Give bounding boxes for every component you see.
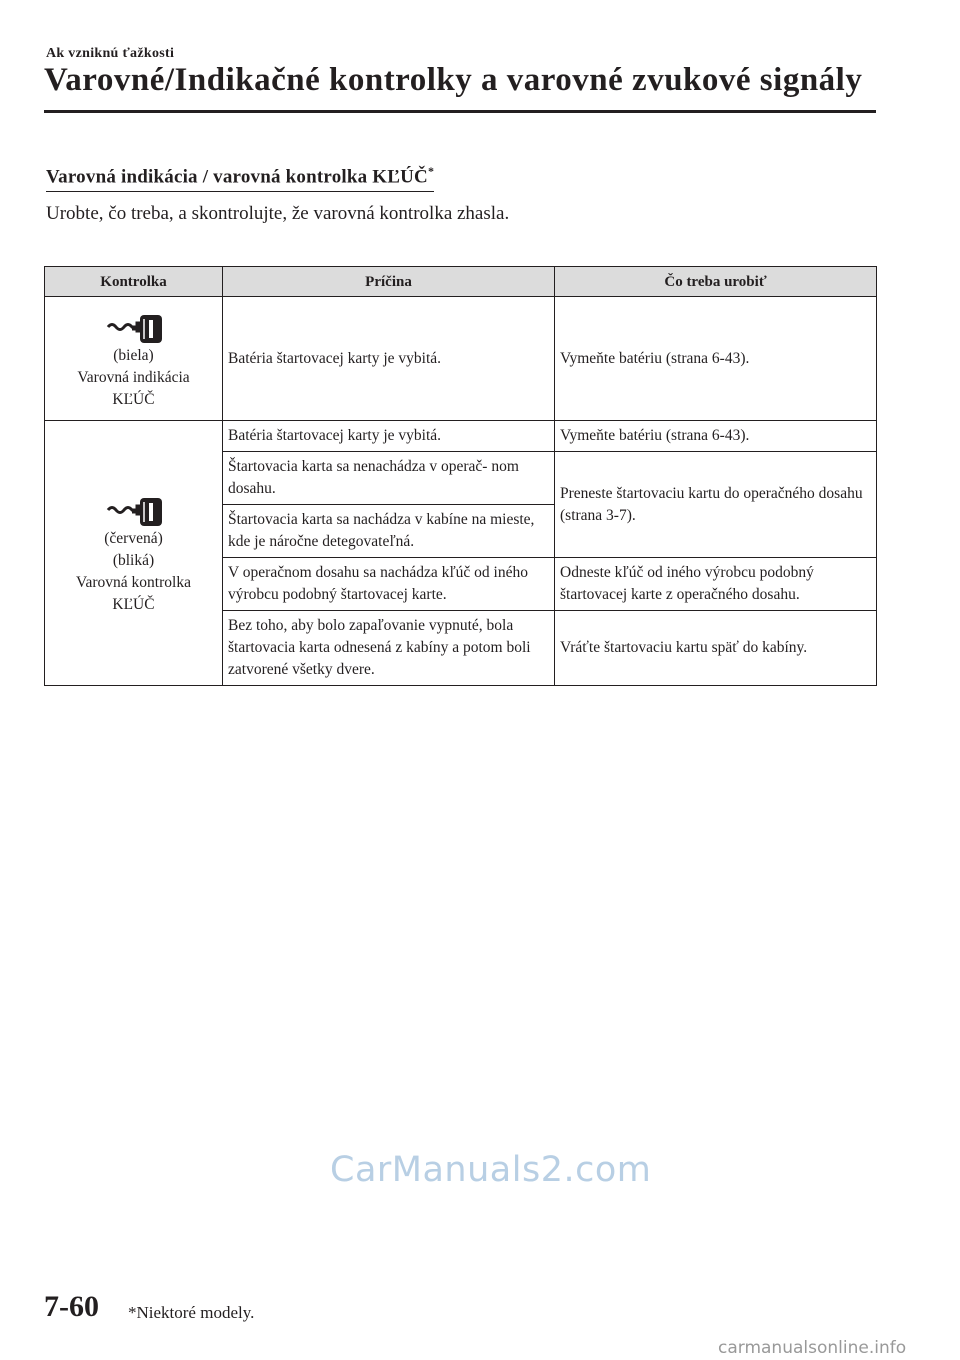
indicator-color: (červená) <box>104 530 163 547</box>
cause-cell: V operačnom dosahu sa nachádza kľúč od iného výrobcu podobný štartovacej karte. <box>223 558 555 611</box>
column-header-indicator: Kontrolka <box>45 267 223 297</box>
subsection-title-text: Varovná indikácia / varovná kontrolka KĽÚČ <box>46 166 428 188</box>
cause-cell: Bez toho, aby bolo zapaľovanie vypnuté, bola štartovacia karta odnesená z kabíny a potom boli zatvorené všetky dvere. <box>223 611 555 686</box>
indicator-type: Varovná kontrolka <box>76 574 191 591</box>
action-cell: Odneste kľúč od iného výrobcu podobný štartovacej karte z operačného dosahu. <box>555 558 877 611</box>
cause-cell: Batéria štartovacej karty je vybitá. <box>223 297 555 421</box>
indicator-color: (biela) <box>113 346 154 364</box>
cause-cell: Štartovacia karta sa nachádza v kabíne na mieste, kde je náročne detegovateľná. <box>223 505 555 558</box>
action-cell: Vráťte štartovaciu kartu späť do kabíny. <box>555 611 877 686</box>
column-header-cause: Príčina <box>223 267 555 297</box>
action-cell: Vymeňte batériu (strana 6-43). <box>555 297 877 421</box>
footnote: *Niektoré modely. <box>128 1303 255 1322</box>
asterisk-mark: * <box>427 164 435 178</box>
section-label: Ak vzniknú ťažkosti <box>46 46 175 61</box>
carmanuals-logo: CarManuals2.com <box>330 1150 652 1190</box>
cause-cell: Štartovacia karta sa nenachádza v operač- nom dosahu. <box>223 452 555 505</box>
key-warning-icon <box>104 490 164 526</box>
column-header-action: Čo treba urobiť <box>555 267 877 297</box>
page-number: 7-60 <box>44 1290 99 1323</box>
indicator-name: KĽÚČ <box>112 390 155 408</box>
action-cell: Preneste štartovaciu kartu do operačného dosahu (strana 3-7). <box>555 452 877 558</box>
action-cell: Vymeňte batériu (strana 6-43). <box>555 421 877 452</box>
subsection-title <box>46 164 434 192</box>
title-divider <box>44 110 876 113</box>
warning-table <box>44 266 877 686</box>
key-warning-icon <box>104 307 164 343</box>
indicator-cell <box>45 297 223 421</box>
cause-cell: Batéria štartovacej karty je vybitá. <box>223 421 555 452</box>
chapter-title: Varovné/Indikačné kontrolky a varovné zvukové signály <box>44 62 863 98</box>
table-header-row <box>45 267 877 297</box>
intro-text: Urobte, čo treba, a skontrolujte, že varovná kontrolka zhasla. <box>46 203 510 224</box>
indicator-state: (bliká) <box>112 552 155 569</box>
indicator-name: KĽÚČ <box>112 596 155 613</box>
table-row <box>45 421 877 452</box>
indicator-cell <box>45 421 223 686</box>
indicator-type: Varovná indikácia <box>77 368 190 386</box>
watermark: carmanualsonline.info <box>718 1338 907 1358</box>
table-row <box>45 297 877 421</box>
